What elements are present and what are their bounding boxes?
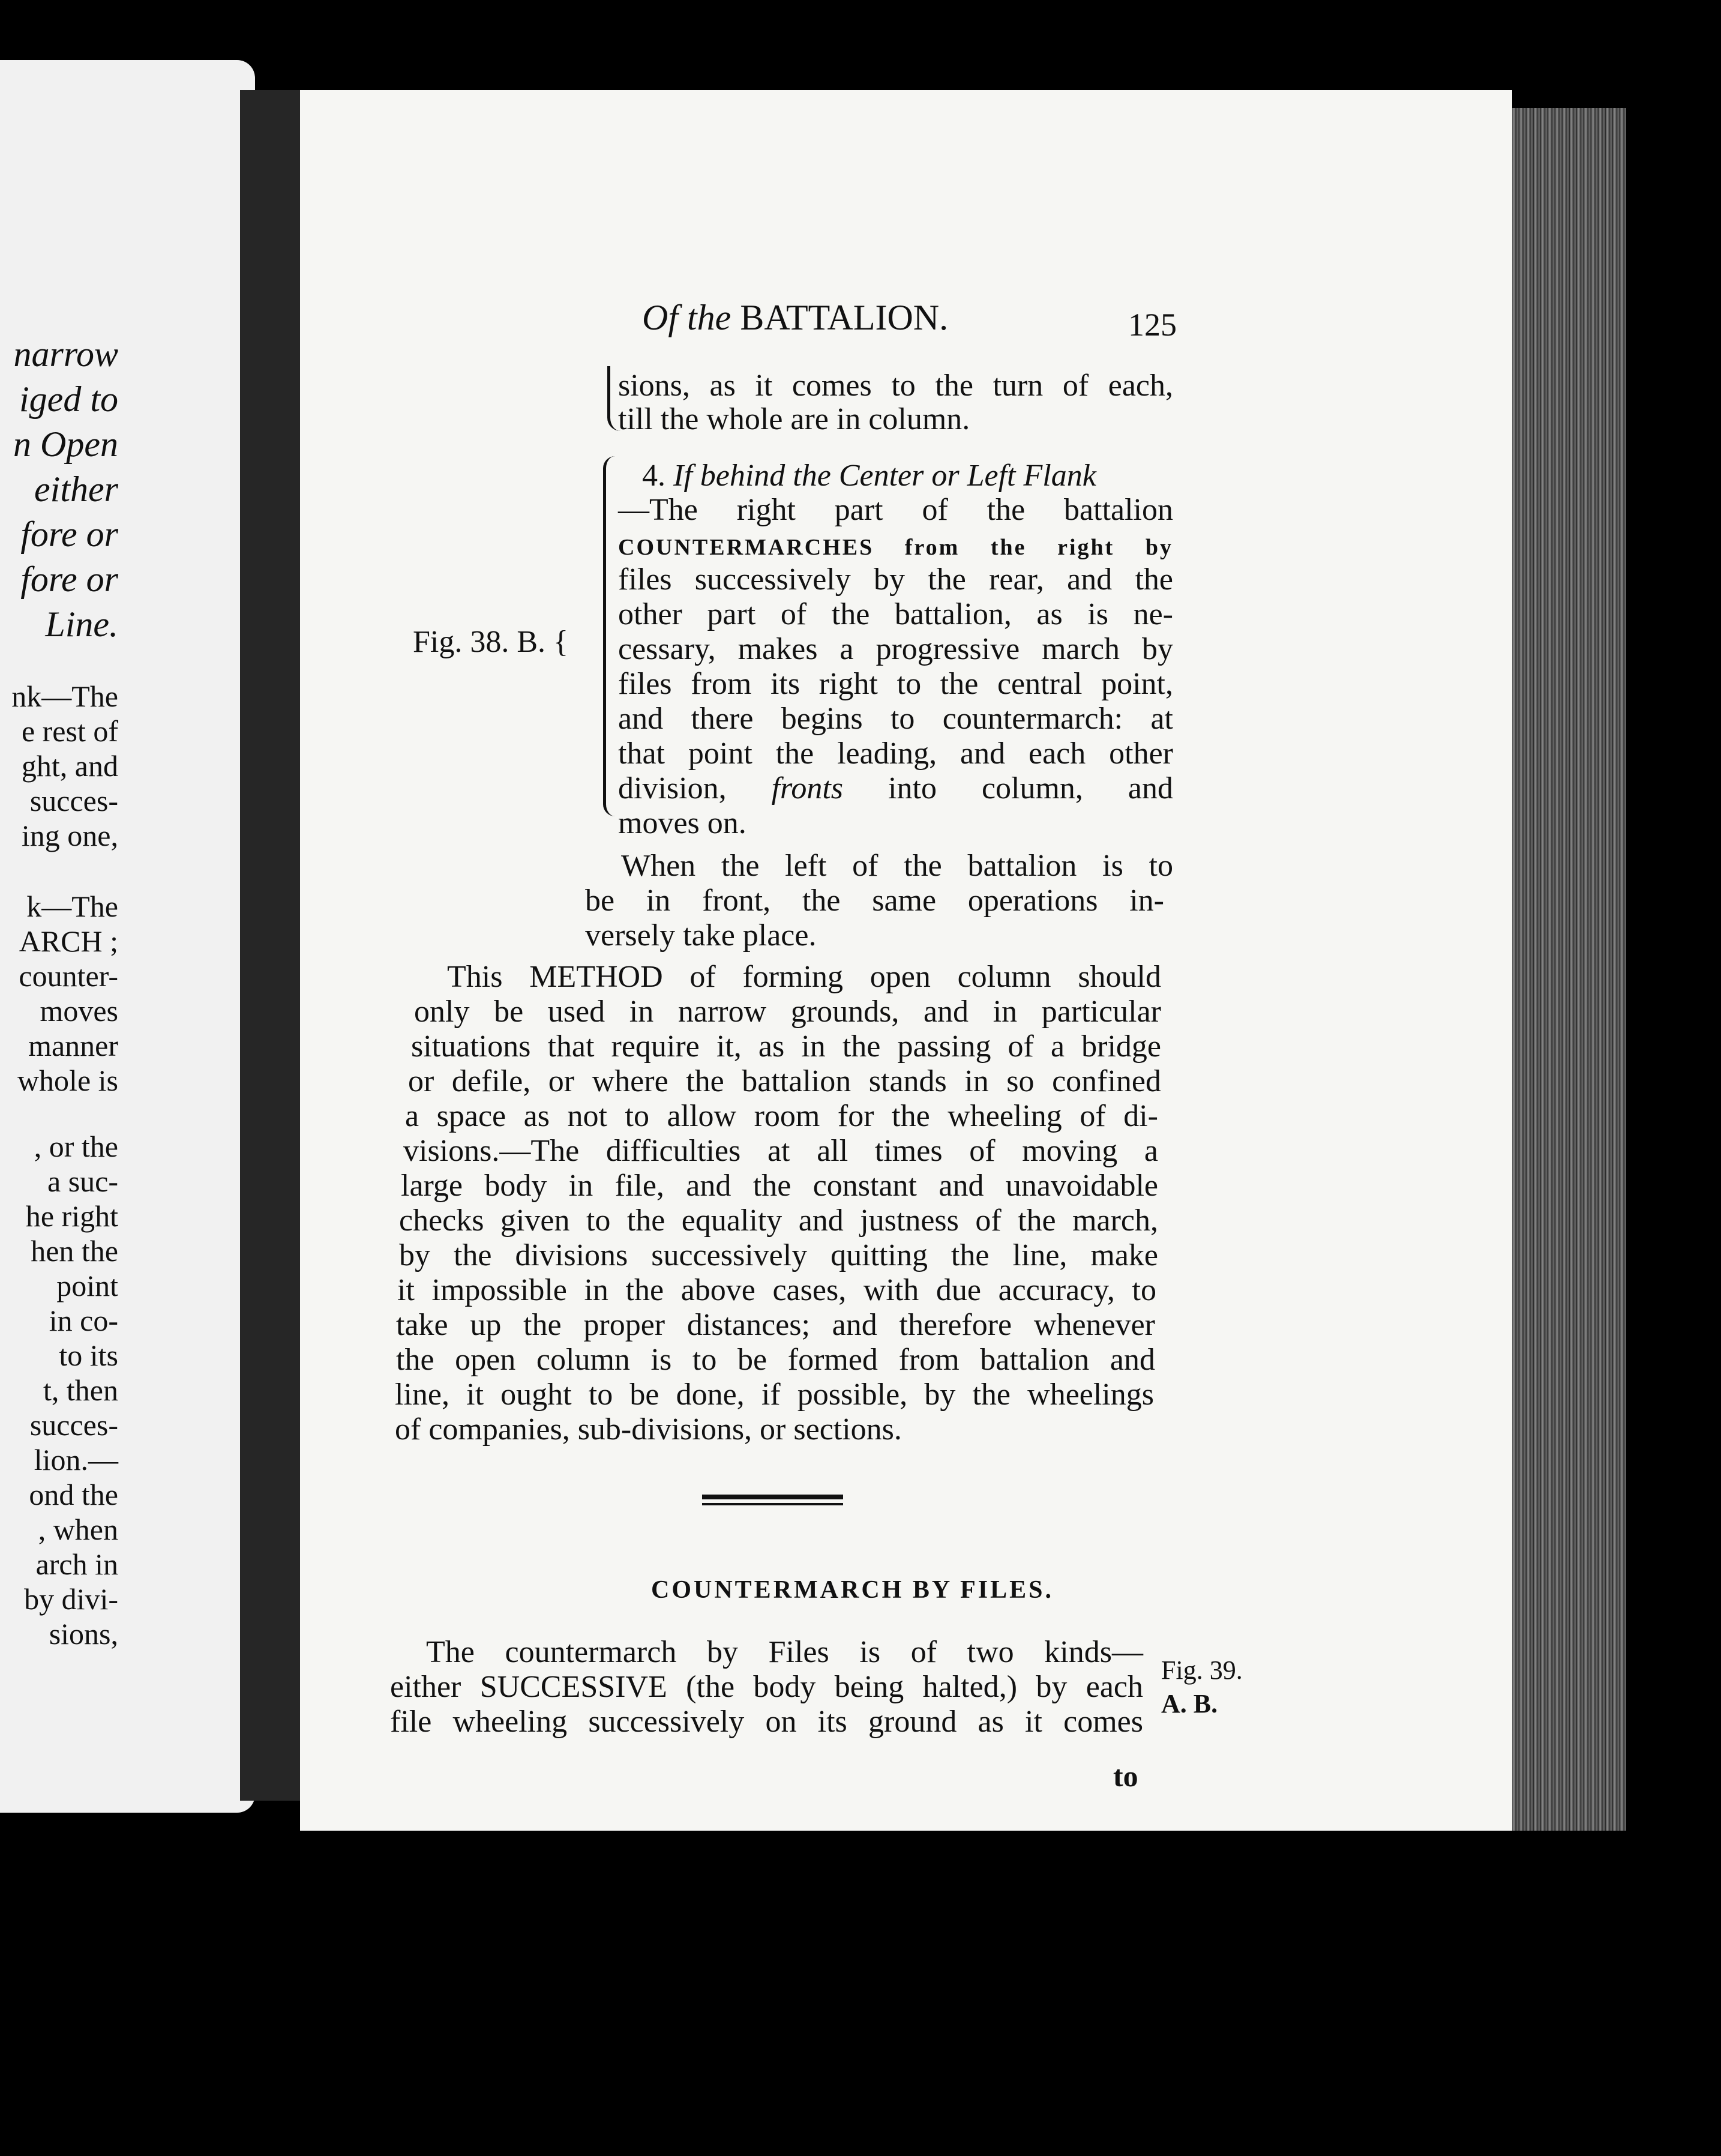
text-line: and there begins to countermarch: at xyxy=(618,702,1173,736)
text-line: situations that require it, as in the passing of a bridge xyxy=(411,1029,1161,1064)
page-number: 125 xyxy=(1128,307,1177,343)
text-line: till the whole are in column. xyxy=(618,402,970,436)
text-line: The countermarch by Files is of two kinds— xyxy=(426,1635,1143,1669)
text-line: cessary, makes a progressive march by xyxy=(618,632,1173,666)
facing-page-line: succes- xyxy=(29,784,118,818)
facing-page-line: fore or xyxy=(20,514,118,554)
text-run: into column, and xyxy=(888,771,1174,805)
text-line: the open column is to be formed from battalion and xyxy=(396,1343,1155,1377)
catchword: to xyxy=(1113,1759,1138,1793)
facing-page-line: to its xyxy=(59,1338,118,1372)
facing-page-line: succes- xyxy=(29,1408,118,1442)
facing-page-line: ing one, xyxy=(21,819,118,852)
facing-page-line: , or the xyxy=(34,1130,118,1163)
facing-page-line: lion.— xyxy=(34,1443,118,1477)
facing-page-line: whole is xyxy=(17,1064,118,1097)
text-line: file wheeling successively on its ground as it comes xyxy=(390,1705,1143,1739)
text-line: versely take place. xyxy=(585,918,817,953)
figure-reference: Fig. 38. B. { xyxy=(413,625,569,659)
facing-page-line: n Open xyxy=(13,424,118,464)
text-line: When the left of the battalion is to xyxy=(621,849,1173,883)
text-line: checks given to the equality and justness of the march, xyxy=(399,1203,1158,1238)
facing-page-line: manner xyxy=(28,1029,118,1062)
facing-page-line: narrow xyxy=(13,334,118,374)
item-number: 4. xyxy=(642,459,665,493)
facing-page-line: ond the xyxy=(29,1478,118,1511)
text-line: visions.—The difficulties at all times of moving a xyxy=(403,1134,1158,1168)
facing-page-line: t, then xyxy=(43,1373,118,1407)
text-line: take up the proper distances; and therefore whenever xyxy=(396,1308,1155,1342)
text-line: files from its right to the central point, xyxy=(618,667,1173,701)
text-run: division, xyxy=(618,771,727,805)
running-head xyxy=(642,297,948,339)
text-line: sions, as it comes to the turn of each, xyxy=(618,369,1173,403)
facing-page-line: hen the xyxy=(31,1234,118,1268)
facing-page-line: fore or xyxy=(20,559,118,599)
text-line: This METHOD of forming open column should xyxy=(447,960,1161,994)
text-line: files successively by the rear, and the xyxy=(618,562,1173,597)
facing-page xyxy=(0,60,255,1813)
facing-page-line: point xyxy=(56,1269,118,1302)
facing-page-line: Line. xyxy=(45,604,118,644)
book-gutter xyxy=(240,90,300,1801)
text-line: be in front, the same operations in- xyxy=(585,884,1164,918)
text-line: of companies, sub-divisions, or sections. xyxy=(395,1412,902,1447)
smallcaps-term: COUNTERMARCHES from the right by xyxy=(618,535,1173,560)
text-line: it impossible in the above cases, with due accuracy, to xyxy=(397,1273,1156,1307)
facing-page-line: , when xyxy=(38,1513,118,1546)
facing-page-line: iged to xyxy=(19,379,118,419)
facing-page-line: moves xyxy=(40,994,118,1028)
text-line: other part of the battalion, as is ne- xyxy=(618,597,1173,631)
text-line: —The right part of the battalion xyxy=(618,493,1173,527)
running-head-title: BATTALION. xyxy=(740,298,949,337)
section-ornament xyxy=(702,1495,843,1510)
page-edges xyxy=(1512,108,1626,1831)
running-head-prefix: Of the xyxy=(642,298,731,337)
facing-page-text xyxy=(0,60,255,1813)
item4-heading-line xyxy=(642,459,1170,493)
figure-reference-text: A. B. xyxy=(1161,1689,1218,1718)
text-line: by the divisions successively quitting the line, make xyxy=(399,1238,1158,1272)
facing-page-line: nk—The xyxy=(11,679,118,713)
item-heading: If behind the Center or Left Flank xyxy=(673,459,1096,493)
facing-page-line: a suc- xyxy=(47,1164,118,1198)
facing-page-line: arch in xyxy=(35,1547,118,1581)
facing-page-line: in co- xyxy=(49,1304,118,1337)
text-line: line, it ought to be done, if possible, by the wheelings xyxy=(395,1378,1154,1412)
facing-page-line: k—The xyxy=(26,890,118,923)
text-line: moves on. xyxy=(618,806,746,840)
facing-page-line: sions, xyxy=(49,1617,118,1651)
facing-page-line: e rest of xyxy=(21,714,118,748)
text-line xyxy=(618,772,1173,805)
text-line: that point the leading, and each other xyxy=(618,736,1173,771)
facing-page-line: he right xyxy=(25,1199,118,1233)
facing-page-line: ght, and xyxy=(21,749,118,783)
figure-reference-39 xyxy=(1161,1654,1243,1721)
figure-reference-text: Fig. 39. xyxy=(1161,1655,1243,1685)
text-line: or defile, or where the battalion stands in so confined xyxy=(408,1064,1161,1098)
text-line: large body in file, and the constant and unavoidable xyxy=(401,1169,1158,1203)
facing-page-line: counter- xyxy=(19,959,118,993)
facing-page-line: either xyxy=(34,469,118,509)
text-line: a space as not to allow room for the wheeling of di- xyxy=(405,1099,1158,1133)
section-heading: COUNTERMARCH BY FILES. xyxy=(651,1576,1054,1604)
facing-page-line: by divi- xyxy=(24,1582,118,1616)
text-line: only be used in narrow grounds, and in particular xyxy=(414,995,1161,1029)
text-line: either SUCCESSIVE (the body being halted,) by each xyxy=(390,1670,1143,1704)
italic-term: fronts xyxy=(771,771,844,805)
facing-page-line: ARCH ; xyxy=(19,924,118,958)
text-line xyxy=(618,528,1173,564)
figure-reference-text: Fig. 38. B. xyxy=(413,625,546,659)
